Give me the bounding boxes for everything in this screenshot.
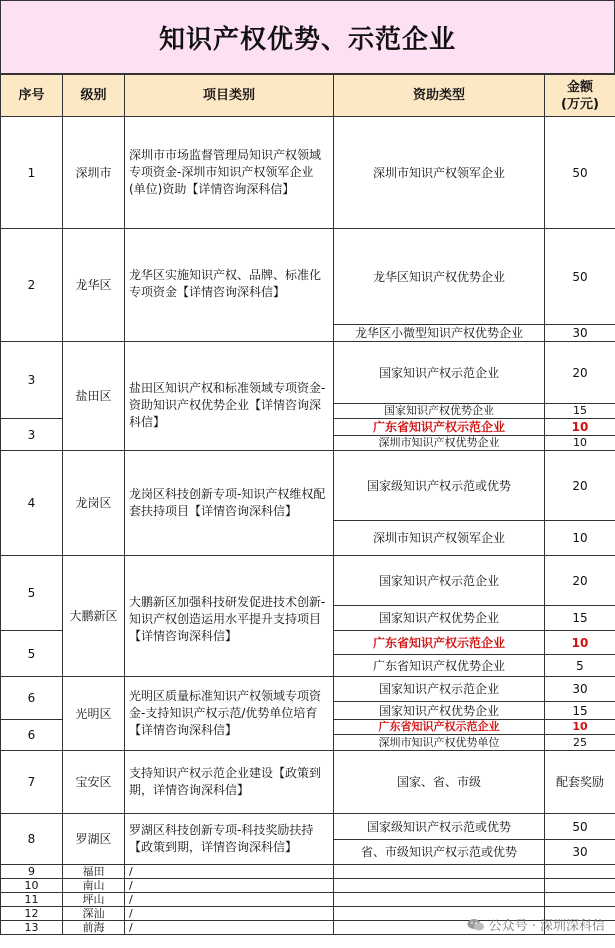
row-no: 11 (1, 893, 63, 907)
row-project: 龙岗区科技创新专项-知识产权维权配套扶持项目【详情咨询深科信】 (125, 451, 334, 556)
row-type: 深圳市知识产权优势单位 (334, 735, 545, 751)
row-type: 龙华区小微型知识产权优势企业 (334, 325, 545, 342)
row-amount (545, 893, 615, 907)
row-level: 南山 (63, 879, 125, 893)
table-row (1, 814, 615, 840)
row-type: 国家知识产权优势企业 (334, 606, 545, 631)
row-amount: 配套奖励 (545, 751, 615, 814)
row-no: 5 (1, 556, 63, 631)
row-project: 光明区质量标准知识产权领域专项资金-支持知识产权示范/优势单位培育【详情咨询深科信】 (125, 677, 334, 751)
page-title: 知识产权优势、示范企业 (0, 0, 615, 74)
row-level: 光明区 (63, 677, 125, 751)
row-project: / (125, 865, 334, 879)
row-project: 罗湖区科技创新专项-科技奖励扶持【政策到期，详情咨询深科信】 (125, 814, 334, 865)
row-no: 2 (1, 229, 63, 342)
row-type: 深圳市知识产权优势企业 (334, 436, 545, 451)
row-type: 国家知识产权示范企业 (334, 677, 545, 702)
row-level: 罗湖区 (63, 814, 125, 865)
row-type (334, 893, 545, 907)
row-no: 13 (1, 921, 63, 935)
row-amount (545, 879, 615, 893)
table-row (1, 893, 615, 907)
row-level: 深圳市 (63, 117, 125, 229)
row-amount: 50 (545, 117, 615, 229)
row-amount: 5 (545, 655, 615, 677)
row-level: 大鹏新区 (63, 556, 125, 677)
row-type: 龙华区知识产权优势企业 (334, 229, 545, 325)
header-no: 序号 (1, 75, 63, 117)
row-no: 3 (1, 419, 63, 451)
row-no: 3 (1, 342, 63, 419)
table-header-row (1, 75, 615, 117)
table-row (1, 751, 615, 814)
row-project: / (125, 879, 334, 893)
row-no: 10 (1, 879, 63, 893)
row-no: 6 (1, 720, 63, 751)
row-no: 12 (1, 907, 63, 921)
row-amount: 10 (545, 521, 615, 556)
subsidy-table (0, 74, 615, 935)
table-row (1, 556, 615, 606)
row-project: / (125, 893, 334, 907)
table-row (1, 229, 615, 325)
row-amount: 15 (545, 404, 615, 419)
row-type: 广东省知识产权示范企业 (334, 631, 545, 655)
row-type: 国家级知识产权示范或优势 (334, 451, 545, 521)
row-level: 盐田区 (63, 342, 125, 451)
header-amount: 金额 (万元) (545, 75, 615, 117)
row-type: 广东省知识产权示范企业 (334, 419, 545, 436)
row-no: 9 (1, 865, 63, 879)
watermark-text: 公众号 · 深圳深科信 (488, 919, 605, 934)
row-amount: 10 (545, 631, 615, 655)
row-type: 省、市级知识产权示范或优势 (334, 840, 545, 865)
row-level: 前海 (63, 921, 125, 935)
row-amount: 15 (545, 702, 615, 720)
row-project: / (125, 921, 334, 935)
row-amount: 10 (545, 419, 615, 436)
row-type: 国家知识产权优势企业 (334, 404, 545, 419)
row-type (334, 879, 545, 893)
table-row (1, 342, 615, 404)
row-type: 国家知识产权示范企业 (334, 556, 545, 606)
table-row (1, 451, 615, 521)
row-type (334, 865, 545, 879)
row-amount: 20 (545, 342, 615, 404)
row-amount: 30 (545, 325, 615, 342)
row-no: 8 (1, 814, 63, 865)
row-amount: 20 (545, 556, 615, 606)
row-type: 深圳市知识产权领军企业 (334, 521, 545, 556)
row-type: 国家知识产权示范企业 (334, 342, 545, 404)
row-amount: 10 (545, 436, 615, 451)
row-amount: 50 (545, 229, 615, 325)
row-level: 福田 (63, 865, 125, 879)
header-type: 资助类型 (334, 75, 545, 117)
row-level: 龙岗区 (63, 451, 125, 556)
wechat-icon (467, 918, 485, 932)
row-project: 龙华区实施知识产权、品牌、标准化专项资金【详情咨询深科信】 (125, 229, 334, 342)
row-project: / (125, 907, 334, 921)
row-no: 5 (1, 631, 63, 677)
row-amount: 30 (545, 840, 615, 865)
table-row (1, 865, 615, 879)
row-level: 宝安区 (63, 751, 125, 814)
row-level: 坪山 (63, 893, 125, 907)
watermark (467, 915, 605, 934)
row-amount (545, 865, 615, 879)
row-project: 盐田区知识产权和标准领域专项资金-资助知识产权优势企业【详情咨询深科信】 (125, 342, 334, 451)
row-no: 6 (1, 677, 63, 720)
row-project: 支持知识产权示范企业建设【政策到期，详情咨询深科信】 (125, 751, 334, 814)
row-type: 国家、省、市级 (334, 751, 545, 814)
table-row (1, 117, 615, 229)
row-type: 广东省知识产权优势企业 (334, 655, 545, 677)
row-type: 深圳市知识产权领军企业 (334, 117, 545, 229)
row-type: 广东省知识产权示范企业 (334, 720, 545, 735)
row-amount: 10 (545, 720, 615, 735)
row-amount: 20 (545, 451, 615, 521)
row-level: 深汕 (63, 907, 125, 921)
table-row (1, 879, 615, 893)
row-no: 7 (1, 751, 63, 814)
row-level: 龙华区 (63, 229, 125, 342)
row-amount: 30 (545, 677, 615, 702)
row-type: 国家知识产权优势企业 (334, 702, 545, 720)
row-no: 4 (1, 451, 63, 556)
row-amount: 15 (545, 606, 615, 631)
row-no: 1 (1, 117, 63, 229)
header-level: 级别 (63, 75, 125, 117)
row-amount: 25 (545, 735, 615, 751)
row-project: 大鹏新区加强科技研发促进技术创新-知识产权创造运用水平提升支持项目【详情咨询深科信】 (125, 556, 334, 677)
header-project: 项目类别 (125, 75, 334, 117)
row-amount: 50 (545, 814, 615, 840)
table-row (1, 677, 615, 702)
row-type: 国家级知识产权示范或优势 (334, 814, 545, 840)
row-project: 深圳市市场监督管理局知识产权领域专项资金-深圳市知识产权领军企业(单位)资助【详情咨询深科信】 (125, 117, 334, 229)
